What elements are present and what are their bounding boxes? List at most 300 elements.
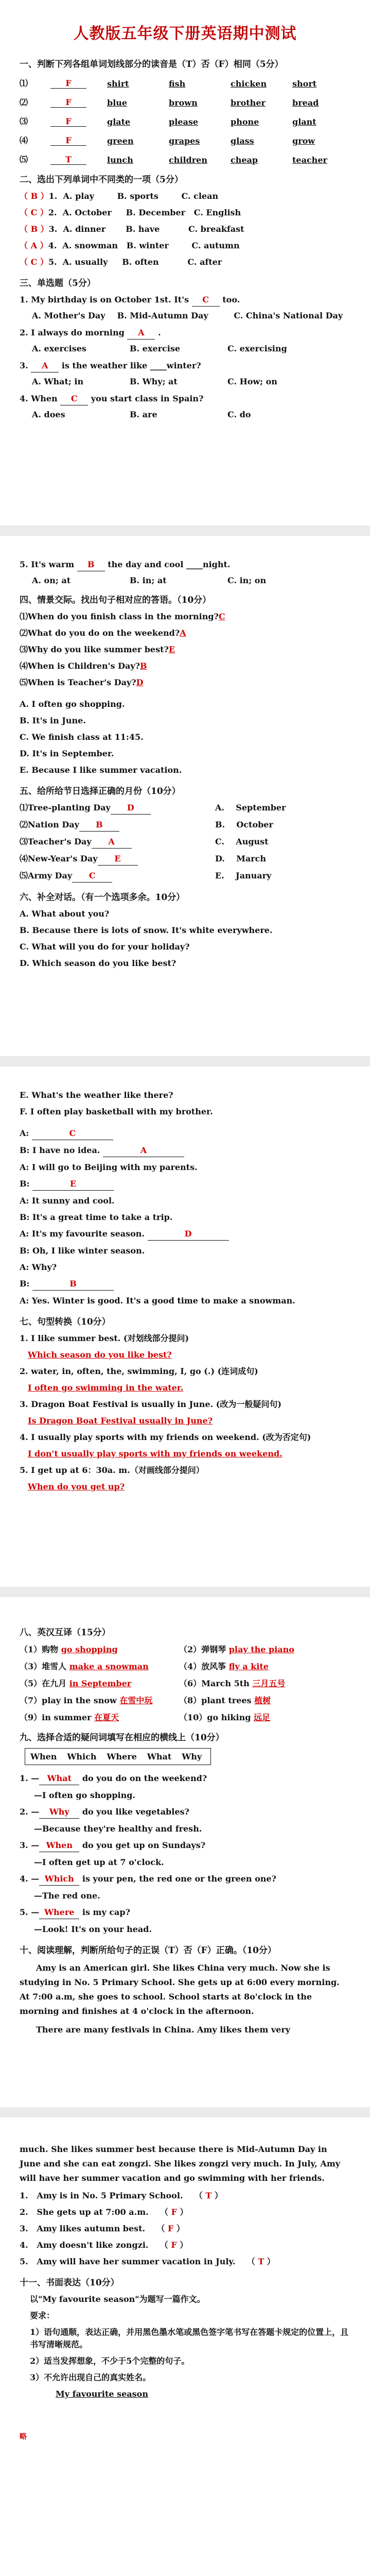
question-text: 2. She gets up at 7:00 a.m. — [20, 2207, 149, 2217]
question-number: ⑷ — [20, 135, 28, 145]
answer-mark: （ C ） — [20, 208, 48, 217]
question-text: 1. — — [20, 1773, 40, 1783]
wh-response: —I often go shopping. — [34, 1790, 135, 1800]
option: C. China's National Day — [234, 311, 343, 320]
prompt: （8）plant trees — [179, 1696, 252, 1705]
word: glate — [107, 117, 131, 127]
dialog-text: I have no idea. — [32, 1145, 100, 1155]
answer-mark: B — [140, 661, 147, 671]
question-text: ⑸When is Teacher's Day? — [20, 677, 136, 687]
question-text: do you do on the weekend? — [82, 1773, 207, 1783]
section-7-heading: 七、句型转换（10分） — [20, 1317, 111, 1327]
answer-blank: E — [98, 853, 138, 866]
transform-question: 3. Dragon Boat Festival is usually in June. (改为一般疑问句) — [20, 1399, 281, 1409]
true-false-question: 5. Amy will have her summer vacation in July. （ T ） — [20, 2257, 275, 2266]
question-text: ⑵What do you do on the weekend? — [20, 628, 180, 638]
section-2-rows — [20, 190, 350, 268]
question-text: ⑶Why do you like summer best? — [20, 645, 169, 654]
answer: 远足 — [253, 1713, 270, 1722]
page-4 — [0, 1597, 370, 2107]
page-5 — [0, 2117, 370, 2576]
answer: play the piano — [228, 1645, 294, 1654]
answer: go shopping — [61, 1645, 118, 1654]
dialog-line — [20, 1178, 350, 1191]
mcq-options — [32, 575, 350, 585]
word-bank-item: Why — [182, 1752, 202, 1761]
question-text: 3. A. dinner B. have C. breakfast — [48, 224, 244, 234]
option: A. does — [32, 410, 65, 419]
wh-question — [20, 1806, 350, 1819]
question-text: is the weather like ____winter? — [61, 361, 201, 370]
section-10-heading: 十、阅读理解，判断所给句子的正误（T）否（F）正确。（10分） — [20, 1945, 276, 1956]
option: A. on; at — [32, 575, 71, 585]
festival-left — [20, 802, 215, 815]
translation-right — [179, 1711, 349, 1723]
dialog-question — [20, 676, 350, 689]
festival-left — [20, 836, 215, 849]
word: grapes — [169, 136, 200, 146]
dialog-line — [20, 1211, 350, 1224]
question-text: 5. Amy will have her summer vacation in July. — [20, 2257, 236, 2266]
word: phone — [231, 117, 259, 127]
transform-answer: I often go swimming in the water. — [28, 1383, 184, 1393]
section-6-options-continued — [20, 1089, 350, 1118]
question-text: is your pen, the red one or the green one? — [82, 1874, 276, 1884]
option: A. exercises — [32, 344, 86, 353]
section-4-heading: 四、情景交际。找出句子相对应的答语。（10分） — [20, 595, 212, 605]
mcq-question — [20, 393, 350, 405]
option: C. in; on — [227, 575, 267, 585]
question-text: 2. I always do morning — [20, 328, 125, 337]
wh-question — [20, 1906, 350, 1919]
odd-one-out-row — [20, 256, 350, 268]
dialog-question — [20, 611, 350, 623]
translation-left — [20, 1711, 179, 1723]
question-text: 4. — — [20, 1874, 40, 1884]
dialog-option: F. I often play basketball with my brother. — [20, 1107, 213, 1116]
speaker: B: — [20, 1246, 30, 1256]
transform-question: 1. I like summer best. (对划线部分提问) — [20, 1333, 189, 1343]
speaker: A: — [20, 1229, 29, 1239]
mcq-question — [20, 294, 350, 307]
answer-blank: B — [32, 1278, 114, 1291]
answer-option: D. It's in September. — [20, 749, 114, 758]
answer-mark: T — [258, 2257, 265, 2266]
dialog-question — [20, 627, 350, 639]
dialog-question — [20, 660, 350, 672]
essay-requirement: 2）适当发挥想象，不少于5个完整的句子。 — [30, 2356, 190, 2366]
question-text: 5. It's warm — [20, 560, 75, 569]
odd-one-out-row — [20, 223, 350, 235]
section-9-heading: 九、选择合适的疑问词填写在相应的横线上（10分） — [20, 1733, 224, 1743]
section-6-dialog — [20, 1127, 350, 1307]
question-text: 5. A. usually B. often C. after — [48, 257, 222, 267]
section-11-heading: 十一、书面表达（10分） — [20, 2278, 119, 2288]
dialog-text: I will go to Beijing with my parents. — [31, 1162, 198, 1172]
dialog-text: Yes. Winter is good. It's a good time to make a snowman. — [31, 1296, 295, 1306]
answer-blank: What — [39, 1772, 79, 1785]
speaker: A: — [20, 1196, 29, 1206]
question-text: 5. — — [20, 1907, 40, 1917]
word: cheap — [231, 155, 258, 165]
word: chicken — [231, 79, 267, 89]
translation-row — [20, 1711, 350, 1723]
dialog-option: D. Which season do you like best? — [20, 958, 177, 968]
section-8-heading: 八、英汉互译（15分） — [20, 1628, 111, 1638]
answer-mark: A — [180, 628, 186, 638]
answer-mark: （ B ） — [20, 224, 49, 234]
answer-mark: T — [205, 2191, 212, 2200]
question-text: 4. When — [20, 394, 58, 403]
festival-row — [20, 853, 350, 866]
answer-blank: F — [50, 135, 86, 146]
dialog-question — [20, 643, 350, 656]
answer-option: C. We finish class at 11:45. — [20, 732, 144, 742]
dialog-line — [20, 1295, 350, 1307]
word: short — [292, 79, 317, 89]
question-text: 2. A. October B. December C. English — [48, 208, 241, 217]
word: glass — [231, 136, 254, 146]
dialog-option: B. Because there is lots of snow. It's white everywhere. — [20, 925, 273, 935]
answer-mark: E — [168, 645, 175, 654]
festival-left — [20, 853, 215, 866]
speaker: A: — [20, 1128, 29, 1138]
answer-blank: A — [127, 327, 155, 340]
option: B. Mid-Autumn Day — [117, 311, 208, 320]
section-3-heading: 三、单选题（5分） — [20, 278, 96, 289]
answer: 在雪中玩 — [119, 1696, 153, 1705]
dialog-line — [20, 1228, 350, 1241]
festival-left — [20, 870, 215, 883]
transform-answer: When do you get up? — [28, 1482, 125, 1492]
option: B. exercise — [130, 344, 180, 353]
answer-mark: （ C ） — [20, 257, 48, 267]
word-bank-item: Where — [107, 1752, 137, 1761]
question-text: too. — [222, 295, 240, 304]
answer-blank: D — [111, 802, 151, 815]
answer-blank: A — [31, 360, 59, 372]
phonics-row — [20, 153, 350, 165]
festival-name: ⑶Teacher's Day — [20, 837, 92, 846]
question-text: is my cap? — [82, 1907, 130, 1917]
essay-requirement: 1）语句通顺，表达正确，并用黑色墨水笔或黑色签字笔书写在答题卡规定的位置上，且书写清晰规范。 — [30, 2327, 349, 2349]
true-false-question: 1. Amy is in No. 5 Primary School. （ T ） — [20, 2191, 223, 2200]
festival-name: ⑷New-Year's Day — [20, 854, 98, 863]
transform-answer: I don't usually play sports with my friends on weekend. — [28, 1449, 283, 1459]
speaker: B: — [20, 1212, 30, 1222]
true-false-question: 2. She gets up at 7:00 a.m. （ F ） — [20, 2207, 188, 2217]
phonics-row — [20, 96, 350, 108]
prompt: （6）March 5th — [179, 1679, 250, 1688]
phonics-row — [20, 134, 350, 146]
dialog-line — [20, 1261, 350, 1274]
answer-blank: E — [32, 1178, 114, 1191]
dialog-line — [20, 1245, 350, 1257]
translation-row — [20, 1660, 350, 1672]
speaker: B: — [20, 1179, 30, 1189]
answer-option: A. I often go shopping. — [20, 699, 125, 709]
answer-mark: F — [171, 2207, 177, 2217]
transform-answer: Which season do you like best? — [28, 1350, 172, 1360]
question-text: ⑷When is Children's Day? — [20, 661, 140, 671]
option: C. exercising — [227, 344, 287, 353]
prompt: （3）堆雪人 — [20, 1662, 67, 1671]
page-3 — [0, 1066, 370, 1587]
wh-response: —Look! It's on your head. — [34, 1924, 152, 1934]
answer-blank: C — [72, 870, 112, 883]
dialog-option: A. What about you? — [20, 909, 110, 919]
question-text: 3. Amy likes autumn best. — [20, 2224, 146, 2233]
question-number: ⑵ — [20, 97, 28, 107]
option: B. Why; at — [130, 377, 178, 386]
mcq-options — [32, 410, 350, 419]
question-text: you start class in Spain? — [91, 394, 204, 403]
answer-blank: C — [60, 393, 88, 405]
odd-one-out-row — [20, 240, 350, 252]
month-option: E. January — [215, 871, 272, 880]
section-10-questions — [20, 2190, 350, 2268]
festival-left — [20, 819, 215, 832]
essay-requirements — [20, 2326, 350, 2384]
essay-requirement: 3）不允许出现自己的真实姓名。 — [30, 2372, 151, 2382]
answer-blank: Where — [39, 1906, 79, 1919]
answer-option: B. It's in June. — [20, 716, 86, 725]
translation-right — [179, 1660, 349, 1672]
answer-mark: C — [218, 612, 225, 621]
answer-blank: A — [92, 836, 132, 849]
translation-left — [20, 1677, 179, 1689]
answer-blank: D — [148, 1228, 229, 1241]
essay-requirements-label: 要求： — [30, 2311, 55, 2320]
true-false-question: 4. Amy doesn't like zongzi. （ F ） — [20, 2240, 188, 2250]
option: C. do — [227, 410, 251, 419]
answer: 植树 — [254, 1696, 271, 1705]
mcq-question — [20, 360, 350, 372]
section-9-questions — [20, 1772, 350, 1936]
answer-blank: F — [50, 97, 86, 108]
transform-answer: Is Dragon Boat Festival usually in June? — [28, 1416, 213, 1426]
section-2-heading: 二、选出下列单词中不同类的一项（5分） — [20, 175, 183, 185]
question-text: do you get up on Sundays? — [82, 1840, 206, 1850]
option: A. Mother's Day — [32, 311, 105, 320]
word: fish — [169, 79, 186, 89]
dialog-line — [20, 1195, 350, 1207]
word-bank-item: What — [147, 1752, 172, 1761]
mcq-question — [20, 558, 350, 571]
dialog-line — [20, 1127, 350, 1140]
prompt: （1）购物 — [20, 1645, 59, 1654]
translation-row — [20, 1643, 350, 1655]
word: green — [107, 136, 134, 146]
section-3-continued — [20, 558, 350, 585]
translation-row — [20, 1694, 350, 1706]
section-4-questions — [20, 611, 350, 689]
section-5-rows — [20, 802, 350, 883]
word: brother — [231, 98, 266, 108]
transform-question: 4. I usually play sports with my friends on weekend. (改为否定句) — [20, 1432, 311, 1442]
month-option: C. August — [215, 837, 269, 846]
festival-name: ⑸Army Day — [20, 871, 73, 880]
phonics-row — [20, 77, 350, 89]
dialog-text: Why? — [31, 1262, 57, 1272]
question-text: 2. — — [20, 1807, 40, 1817]
wh-response: —Because they're healthy and fresh. — [34, 1824, 202, 1834]
dialog-text: It sunny and cool. — [31, 1196, 115, 1206]
essay-intro: 以"My favourite season"为题写一篇作文。 — [30, 2294, 205, 2304]
section-1-rows — [20, 77, 350, 165]
answer-blank: B — [77, 558, 105, 571]
answer-blank: F — [50, 116, 86, 127]
answer-blank: C — [192, 294, 220, 307]
odd-one-out-row — [20, 207, 350, 219]
dialog-line — [20, 1144, 350, 1157]
true-false-question: 3. Amy likes autumn best. （ F ） — [20, 2224, 185, 2233]
option: B. are — [130, 410, 157, 419]
dialog-option: E. What's the weather like there? — [20, 1090, 173, 1100]
translation-right — [179, 1677, 349, 1689]
wh-question — [20, 1873, 350, 1886]
answer-blank: C — [32, 1127, 113, 1140]
word-bank-item: Which — [67, 1752, 97, 1761]
answer: 在夏天 — [94, 1713, 119, 1722]
dialog-text: It's my favourite season. — [31, 1229, 145, 1239]
reading-paragraph-3: much. She likes summer best because there is Mid-Autumn Day in June and she can eat zongzi. She likes zongzi very much. In July, Amy will have her summer vacation and go swimming with her friends. — [20, 2144, 341, 2183]
festival-name: ⑵Nation Day — [20, 820, 79, 829]
prompt: （5）在九月 — [20, 1679, 67, 1688]
word: children — [169, 155, 207, 165]
section-6-heading: 六、补全对话。（有一个选项多余。10分） — [20, 892, 185, 903]
answer-mark: F — [171, 2240, 177, 2250]
festival-row — [20, 802, 350, 815]
section-5-heading: 五、给所给节日选择正确的月份（10分） — [20, 786, 181, 796]
section-7-questions — [20, 1332, 350, 1493]
word-bank-box — [25, 1748, 211, 1765]
question-text: 3. — — [20, 1840, 40, 1850]
question-text: . — [157, 328, 161, 337]
answer-mark: （ B ） — [20, 191, 49, 201]
transform-question: 5. I get up at 6：30a. m.（对画线部分提问） — [20, 1465, 204, 1475]
phonics-row — [20, 115, 350, 127]
wh-response: —The red one. — [34, 1891, 100, 1901]
option: C. How; on — [227, 377, 277, 386]
answer-blank: Why — [39, 1806, 79, 1819]
prompt: （2）弹钢琴 — [179, 1645, 226, 1654]
speaker: A: — [20, 1262, 29, 1272]
word: blue — [107, 98, 128, 108]
answer-blank: T — [50, 155, 86, 165]
festival-row — [20, 836, 350, 849]
question-text: do you like vegetables? — [82, 1807, 189, 1817]
word: teacher — [292, 155, 327, 165]
reading-paragraph-1: Amy is an American girl. She likes China very much. Now she is studying in No. 5 Primary School. She gets up at 6:00 every morning. At 7:00 a.m, she goes to school. School starts at 8o'clock in the morning and finishes at 4 o'clock in the afternoon. — [20, 1963, 340, 2016]
translation-row — [20, 1677, 350, 1689]
translation-left — [20, 1660, 179, 1672]
answer-mark: （ A ） — [20, 241, 48, 250]
page-2 — [0, 536, 370, 1056]
answer-blank: F — [50, 78, 86, 89]
wh-question — [20, 1839, 350, 1852]
month-option: B. October — [215, 820, 273, 829]
reading-paragraph-2: There are many festivals in China. Amy likes them very — [36, 2025, 291, 2035]
festival-row — [20, 870, 350, 883]
answer-blank: A — [103, 1144, 184, 1157]
question-text: 4. Amy doesn't like zongzi. — [20, 2240, 149, 2250]
answer-blank: Which — [39, 1873, 79, 1886]
festival-name: ⑴Tree-planting Day — [20, 803, 111, 812]
section-4-options — [20, 698, 350, 776]
answer-blank: When — [39, 1839, 79, 1852]
word: shirt — [107, 79, 129, 89]
essay-title: My favourite season — [56, 2389, 148, 2399]
section-6-options — [20, 908, 350, 970]
word: grow — [292, 136, 315, 146]
dialog-line — [20, 1278, 350, 1291]
wh-response: —I often get up at 7 o'clock. — [34, 1857, 164, 1867]
answer: 三月五号 — [252, 1679, 286, 1688]
question-text: 3. — [20, 361, 28, 370]
answer-option: E. Because I like summer vacation. — [20, 765, 182, 775]
mcq-options — [32, 311, 350, 320]
word: please — [169, 117, 198, 127]
wh-question — [20, 1772, 350, 1785]
question-text: 1. A. play B. sports C. clean — [48, 191, 219, 201]
answer-mark: F — [167, 2224, 174, 2233]
word: brown — [169, 98, 198, 108]
dialog-text: Oh, I like winter season. — [32, 1246, 145, 1256]
section-3-rows — [20, 294, 350, 419]
answer-mark: D — [136, 677, 144, 687]
mcq-options — [32, 377, 350, 386]
speaker: B: — [20, 1279, 30, 1289]
answer: fly a kite — [228, 1662, 269, 1671]
section-8-rows — [20, 1643, 350, 1723]
speaker: A: — [20, 1162, 29, 1172]
translation-right — [179, 1643, 349, 1655]
transform-question: 2. water, in, often, the, swimming, I, go (.) (连词成句) — [20, 1366, 258, 1376]
option: B. in; at — [130, 575, 167, 585]
mcq-options — [32, 344, 350, 353]
question-text: 1. My birthday is on October 1st. It's — [20, 295, 189, 304]
word: bread — [292, 98, 319, 108]
option: A. What; in — [32, 377, 84, 386]
dialog-text: It's a great time to take a trip. — [32, 1212, 173, 1222]
question-number: ⑴ — [20, 78, 28, 88]
month-option: A. September — [215, 803, 286, 812]
prompt: （7）play in the snow — [20, 1696, 117, 1705]
word: lunch — [107, 155, 133, 165]
word: glant — [292, 117, 316, 127]
question-text: the day and cool ____night. — [108, 560, 231, 569]
question-number: ⑶ — [20, 116, 28, 126]
dialog-line — [20, 1161, 350, 1174]
essay-omitted-mark: 略 — [20, 2433, 27, 2441]
dialog-option: C. What will you do for your holiday? — [20, 942, 190, 952]
prompt: （10）go hiking — [179, 1713, 251, 1722]
question-text: 1. Amy is in No. 5 Primary School. — [20, 2191, 183, 2200]
question-text: ⑴When do you finish class in the morning? — [20, 612, 219, 621]
month-option: D. March — [215, 854, 267, 863]
answer: in September — [69, 1679, 132, 1688]
speaker: A: — [20, 1296, 29, 1306]
prompt: （4）放风筝 — [179, 1662, 226, 1671]
festival-row — [20, 819, 350, 832]
translation-right — [179, 1694, 349, 1706]
translation-left — [20, 1694, 179, 1706]
mcq-question — [20, 327, 350, 340]
page-1 — [0, 0, 370, 526]
prompt: （9）in summer — [20, 1713, 92, 1722]
answer-blank: B — [79, 819, 119, 832]
